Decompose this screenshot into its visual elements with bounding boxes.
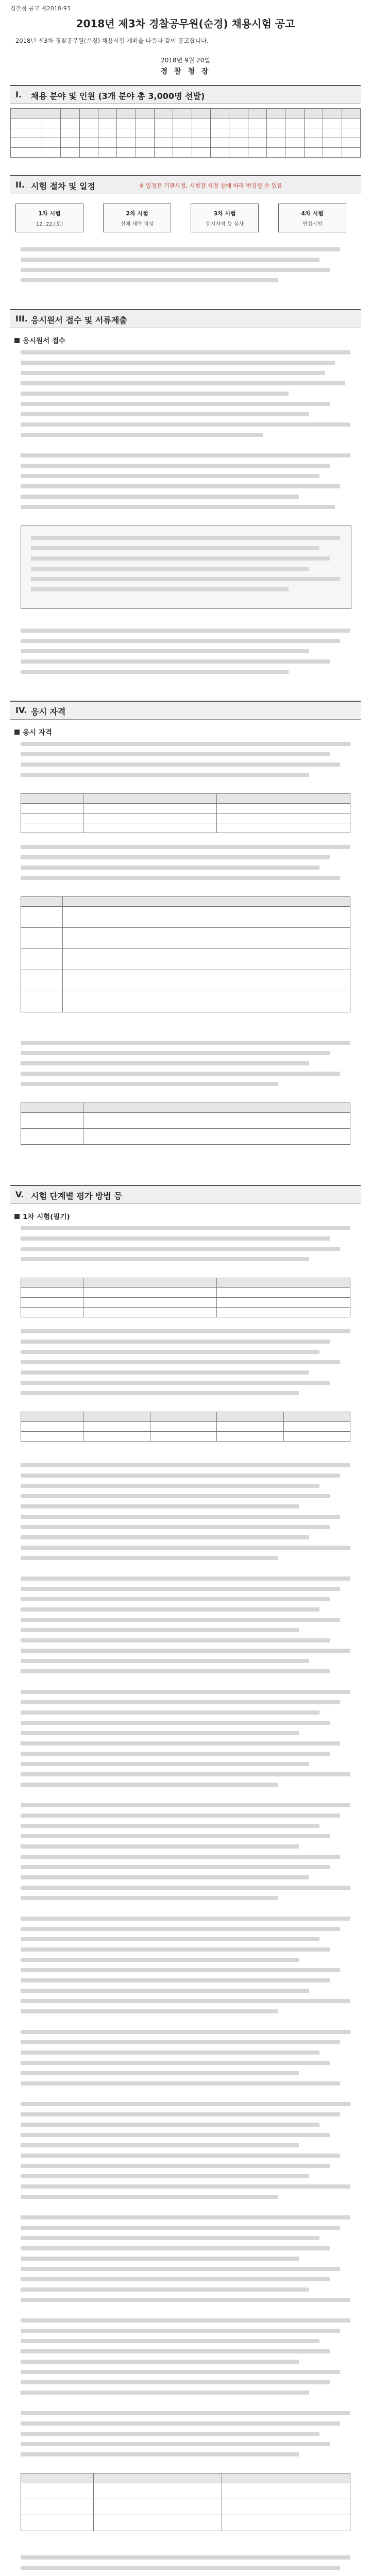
text-line [21,2555,350,2560]
subheading [14,335,65,345]
text-line [21,1855,340,1859]
text-line [21,773,309,777]
text-line [21,2432,319,2436]
text-line [21,2442,330,2446]
text-line [21,2040,340,2044]
step-label: 2차 시험 [126,210,148,217]
text-line [21,258,319,262]
text-line [21,1978,330,1982]
text-line [21,1370,309,1375]
subjects-table [21,1278,350,1317]
text-line [21,1473,340,1478]
text-line [31,536,340,540]
step-date: 면접시험 [302,222,323,227]
text-line [21,1638,330,1642]
section-title: 시험 단계별 평가 방법 등 [31,1191,122,1201]
schedule-step [103,204,171,232]
text-line [21,1741,340,1745]
text-line [21,1082,278,1086]
text-line [21,2329,340,2333]
text-line [21,2287,309,2292]
text-line [21,1041,350,1045]
text-line [21,1947,330,1952]
section-number: II. [15,180,25,190]
page-title: 2018년 제3차 경찰공무원(순경) 채용시험 공고 [76,18,295,30]
intro-text: 2018년 제3차 경찰공무원(순경) 채용시험 계획을 다음과 같이 공고합니다. [15,37,209,44]
text-line [21,474,319,478]
text-line [21,2349,330,2353]
step-label: 3차 시험 [213,210,236,217]
text-line [21,1391,299,1395]
text-line [21,2184,350,2189]
text-line [21,2143,299,2147]
text-line [21,629,350,633]
text-line [21,2215,350,2219]
text-line [21,1257,309,1261]
square-bullet-icon [14,1214,20,1219]
text-line [21,2164,330,2168]
text-line [21,1762,309,1766]
announcement-number: 경찰청 공고 제2018-93 [10,5,71,12]
text-line [21,1649,350,1653]
text-line [21,1504,299,1509]
text-line [21,1803,350,1807]
text-line [31,556,330,561]
section-2-header [10,175,361,194]
section-title: 응시원서 접수 및 서류제출 [31,315,127,325]
text-line [21,2267,340,2271]
text-line [21,2277,330,2281]
text-line [21,2195,278,2199]
schedule-step [278,204,346,232]
text-line [31,546,319,550]
text-line [21,2226,340,2230]
text-line [21,2133,330,2137]
section-number: I. [15,90,22,99]
subheading [14,726,52,737]
text-line [31,587,289,591]
step-date: 응시자격 등 심사 [206,222,244,227]
text-line [21,1226,350,1230]
text-line [21,505,335,509]
text-line [21,2112,340,2116]
text-line [21,2380,330,2384]
ratio-table [21,1412,350,1442]
text-line [21,1958,299,1962]
text-line [21,1618,340,1622]
text-line [21,2174,309,2178]
text-line [21,1546,350,1550]
square-bullet-icon [14,338,20,343]
text-line [21,1814,340,1818]
text-line [21,2566,340,2570]
text-line [21,422,350,427]
section-number: V. [15,1190,24,1199]
text-line [21,2391,309,2395]
text-line [21,2257,299,2261]
text-line [21,361,335,365]
subheading-text: 응시 자격 [23,728,52,737]
text-line [21,762,340,767]
text-line [21,1937,319,1941]
section-1-header [10,85,361,104]
text-line [21,2030,350,2034]
text-line [21,1463,350,1467]
text-line [21,1072,340,1076]
text-line [21,1731,299,1735]
subheading-text: 1차 시험(필기) [23,1213,70,1221]
interview-table [21,2473,350,2531]
text-line [21,2339,319,2343]
text-line [31,567,309,571]
text-line [21,392,289,396]
text-line [21,1607,319,1612]
text-line [21,1597,330,1601]
text-line [21,1824,319,1828]
text-line [21,1556,278,1560]
announcement-date: 2018년 9월 20일 [161,57,210,64]
text-line [21,2123,319,2127]
text-line [21,2411,350,2415]
section-5-header [10,1185,361,1204]
recruitment-table [10,108,361,158]
text-line [21,2360,299,2364]
text-line [21,670,289,674]
text-line [21,1783,278,1787]
text-line [21,1721,330,1725]
text-line [21,1917,350,1921]
text-line [31,577,340,581]
text-line [21,1587,340,1591]
text-line [21,381,345,385]
text-line [21,1360,340,1364]
text-line [21,1061,309,1065]
text-line [21,495,299,499]
text-line [21,1968,340,1972]
text-line [21,866,319,870]
issuer: 경 찰 청 장 [160,67,211,76]
text-line [21,1484,319,1488]
text-line [21,1515,340,1519]
text-line [21,2298,350,2302]
schedule-step [15,204,83,232]
text-line [21,1051,330,1055]
section-note: ※ 일정은 기관사정, 시험장 사정 등에 따라 변경될 수 있음 [139,182,282,189]
text-line [21,1247,340,1251]
text-line [21,2154,340,2158]
text-line [21,2061,330,2065]
text-line [21,649,309,653]
text-line [21,1628,299,1632]
step-label: 4차 시험 [301,210,324,217]
text-line [21,876,340,880]
text-line [21,2421,340,2426]
text-line [21,464,330,468]
text-line [21,1350,319,1354]
text-line [21,453,350,457]
text-line [21,639,340,643]
text-line [21,1669,330,1673]
text-line [21,2246,330,2250]
text-line [21,412,309,416]
text-line [21,1989,309,1993]
section-title: 채용 분야 및 인원 (3개 분야 총 3,000명 선발) [31,91,205,101]
text-line [21,855,330,859]
text-line [21,1329,350,1333]
bonus-points-table [21,1103,350,1145]
text-line [21,484,340,488]
text-line [21,2236,319,2240]
text-line [21,1896,278,1900]
text-line [21,1834,330,1838]
text-line [21,2050,319,2055]
text-line [21,1886,350,1890]
text-line [21,2102,350,2106]
text-line [21,2009,278,2013]
text-line [21,1752,330,1756]
text-line [21,247,340,251]
text-line [21,1659,309,1663]
text-line [21,1772,350,1776]
section-title: 응시 자격 [31,707,66,717]
text-line [21,350,350,354]
text-line [21,1999,350,2003]
text-line [21,433,263,437]
subheading-text: 응시원서 접수 [23,337,65,345]
text-line [21,742,350,746]
disqualification-table [21,896,350,1012]
text-line [21,1844,299,1849]
text-line [21,1710,319,1715]
text-line [21,1236,330,1241]
text-line [21,1535,309,1539]
text-line [21,402,330,406]
section-number: III. [15,314,28,324]
text-line [21,752,330,756]
text-line [21,1494,330,1498]
text-line [21,2081,340,2086]
text-line [21,1700,340,1704]
text-line [21,278,278,282]
square-bullet-icon [14,730,20,735]
text-line [21,268,330,272]
section-4-header [10,701,361,720]
text-line [21,371,325,375]
qualification-table [21,793,350,833]
text-line [21,1525,330,1529]
step-date: 12. 22.(토) [36,222,63,227]
text-line [21,2318,350,2323]
text-line [21,1690,350,1694]
step-label: 1차 시험 [38,210,61,217]
text-line [21,2452,299,2456]
text-line [21,2370,340,2374]
section-number: IV. [15,705,27,715]
text-line [21,1875,309,1879]
text-line [21,1865,330,1869]
text-line [21,1927,340,1931]
text-line [21,1340,330,1344]
text-line [21,659,330,664]
text-line [21,1577,350,1581]
text-line [21,2071,299,2075]
section-title: 시험 절차 및 일정 [31,181,95,191]
section-3-header [10,309,361,328]
subheading [14,1211,70,1221]
schedule-step [191,204,259,232]
text-line [21,1381,330,1385]
text-line [21,845,350,849]
step-date: 신체·체력·적성 [120,222,154,227]
